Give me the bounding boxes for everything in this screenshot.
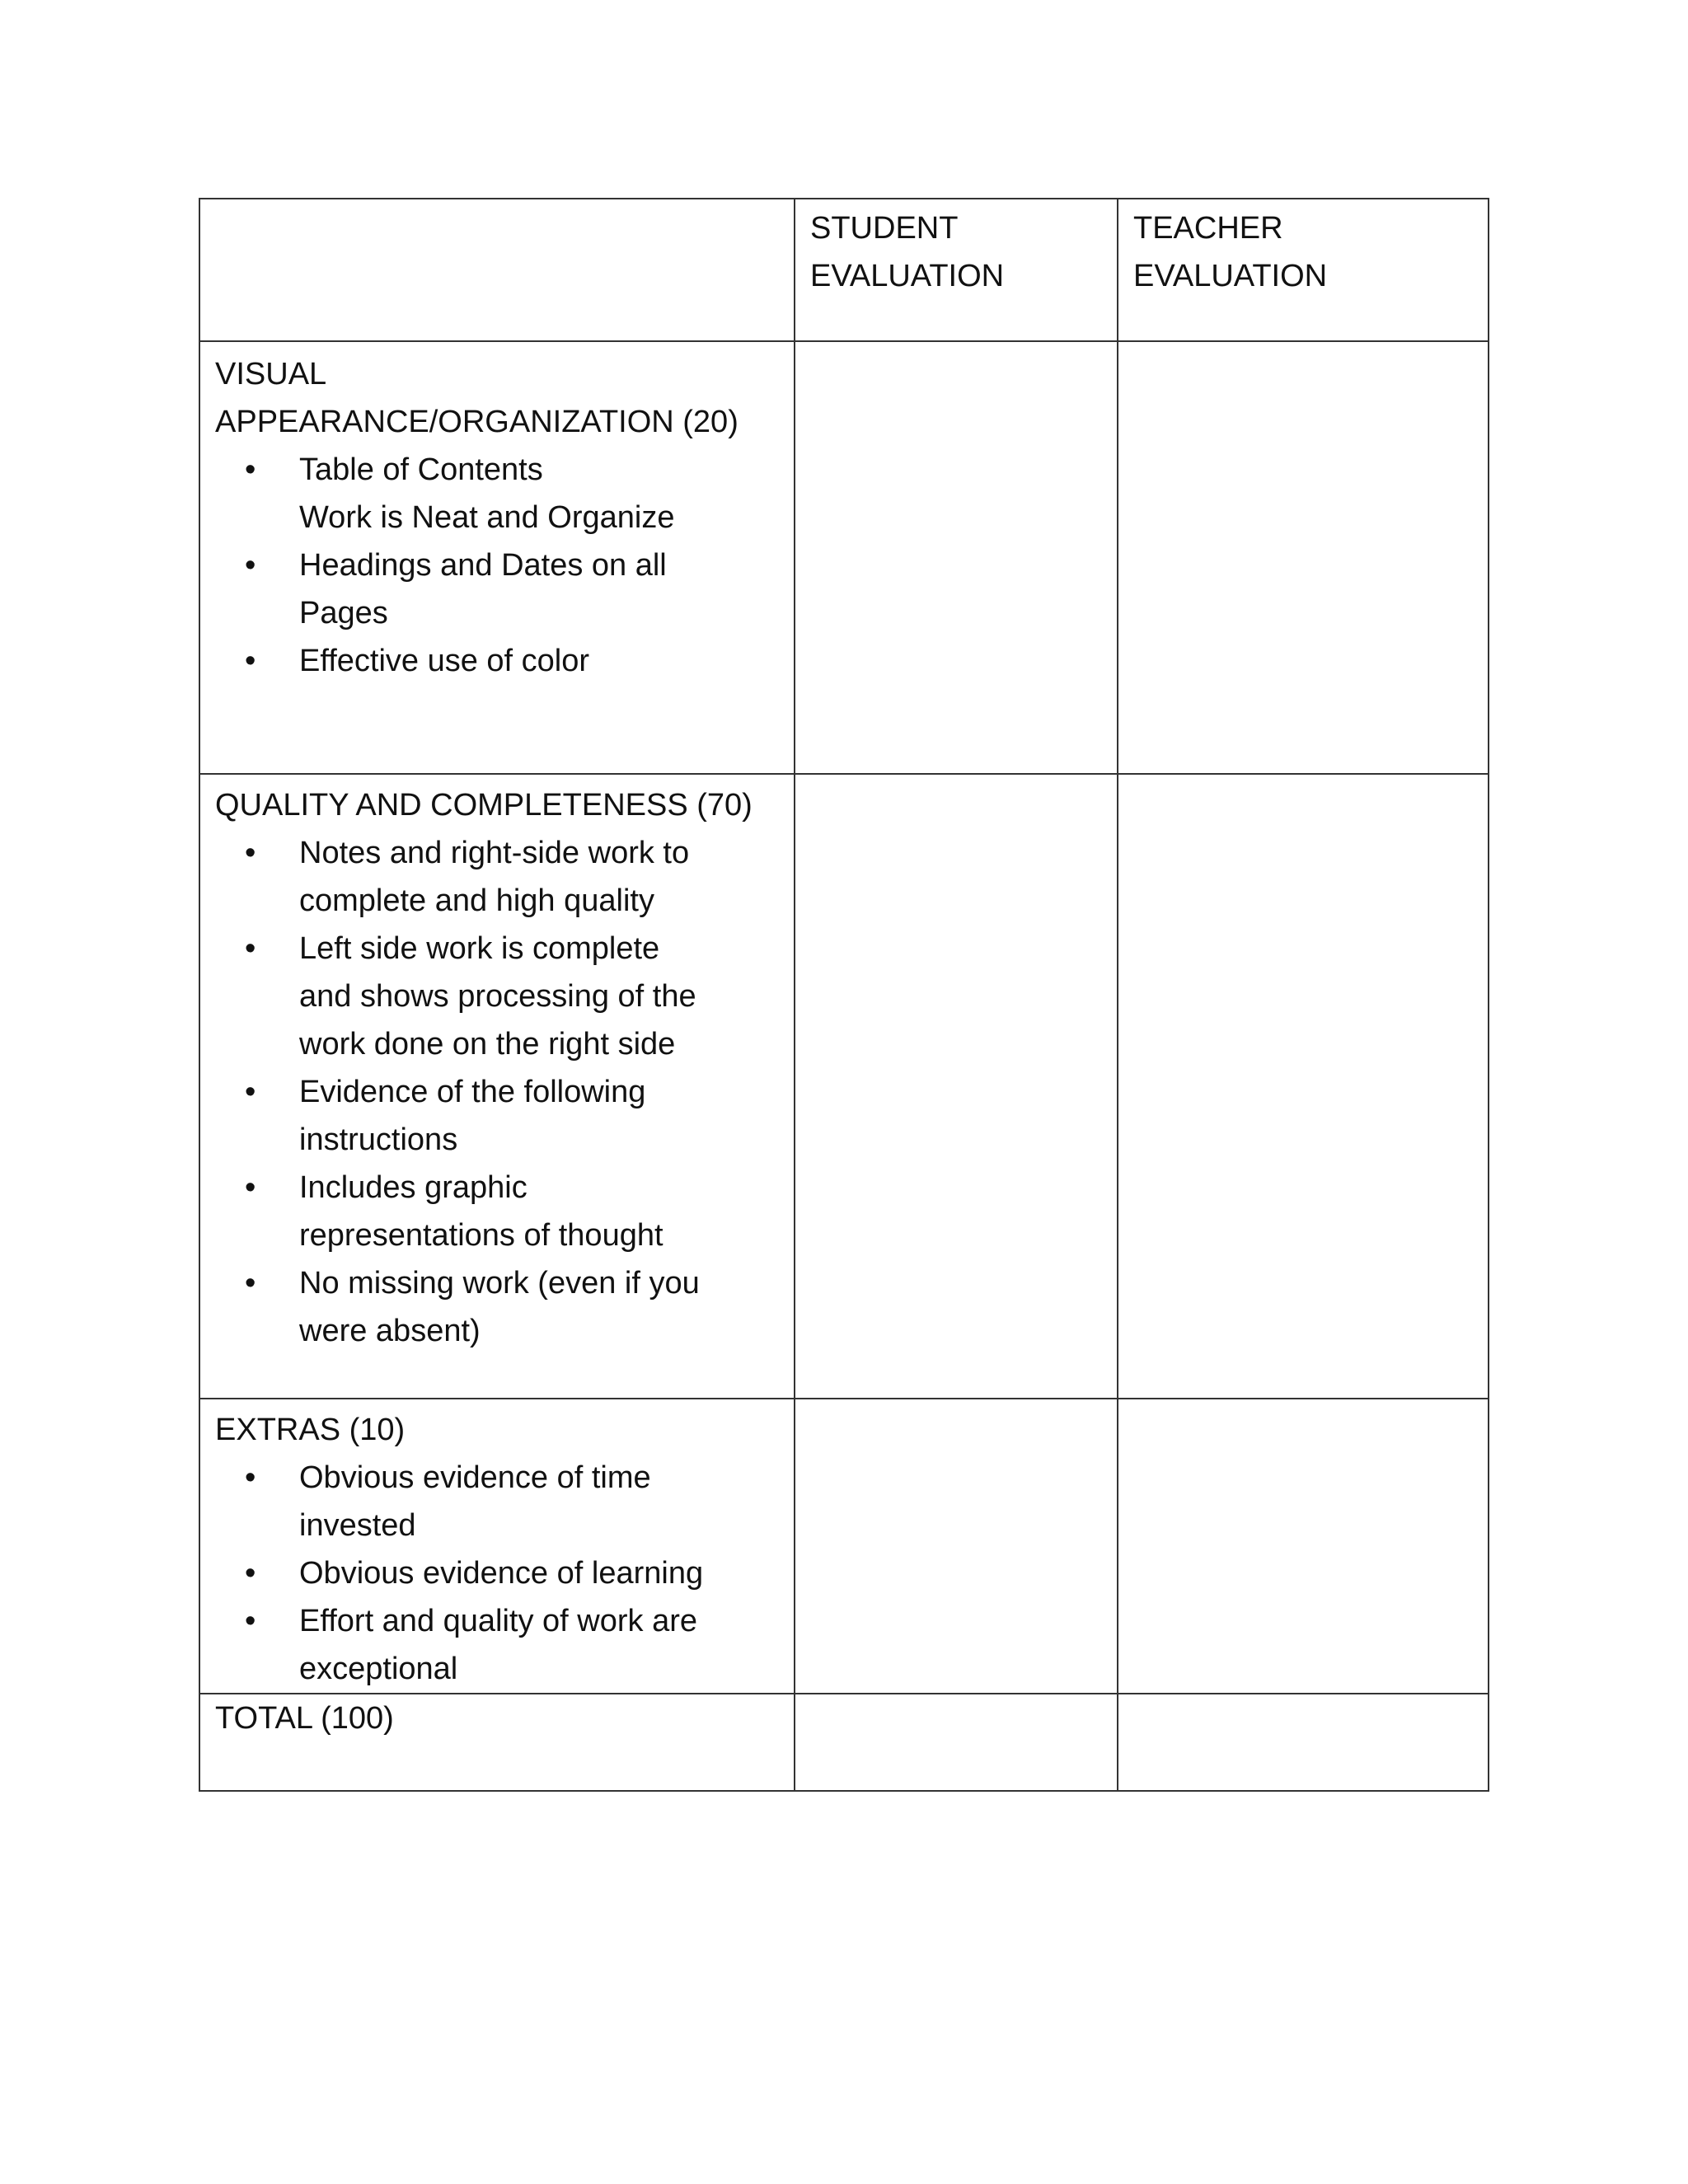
bullet-icon: •: [245, 644, 256, 678]
extras-criteria: [199, 1399, 795, 1694]
criteria-item: [245, 541, 779, 637]
section-title-line: TOTAL (100): [215, 1701, 394, 1736]
criteria-item-text: Effort and quality of work are: [299, 1604, 697, 1638]
criteria-item-text: Headings and Dates on all: [299, 548, 667, 583]
total-criteria: [199, 1694, 795, 1791]
criteria-item-text: Left side work is complete: [299, 931, 660, 966]
header-student-line-1: STUDENT: [810, 211, 959, 246]
section-title-line: VISUAL: [215, 357, 327, 391]
bullet-icon: •: [245, 1556, 256, 1591]
header-row: [199, 199, 1489, 341]
criteria-item-text: Obvious evidence of time: [299, 1460, 651, 1495]
criteria-item-text: Obvious evidence of learning: [299, 1556, 704, 1591]
student-evaluation-cell-total[interactable]: [795, 1694, 1118, 1791]
criteria-item: [245, 446, 779, 494]
bullet-icon: •: [245, 1266, 256, 1301]
evaluation-rubric-table: [199, 198, 1489, 1792]
criteria-item-text: Table of Contents: [299, 452, 543, 487]
criteria-item-text: Includes graphic: [299, 1170, 528, 1205]
criteria-item-text: No missing work (even if you: [299, 1266, 700, 1301]
criteria-item: [245, 1068, 779, 1164]
criteria-item: [245, 1164, 779, 1259]
section-title-line: EXTRAS (10): [215, 1413, 406, 1447]
section-title-line: APPEARANCE/ORGANIZATION (20): [215, 405, 738, 439]
criteria-item-text: invested: [299, 1508, 416, 1543]
criteria-item-text: Evidence of the following: [299, 1075, 646, 1109]
criteria-item: [245, 637, 779, 685]
bullet-icon: •: [245, 1460, 256, 1495]
criteria-item-text: Pages: [299, 596, 388, 630]
teacher-evaluation-cell-quality[interactable]: [1118, 774, 1489, 1399]
criteria-list: [215, 446, 779, 685]
section-title-line: QUALITY AND COMPLETENESS (70): [215, 788, 753, 823]
criteria-item: [299, 494, 779, 541]
teacher-evaluation-cell-total[interactable]: [1118, 1694, 1489, 1791]
header-criteria-cell: [199, 199, 795, 341]
criteria-item-text: Work is Neat and Organize: [299, 500, 675, 535]
criteria-list: [215, 829, 779, 1355]
criteria-item-text: work done on the right side: [299, 1027, 676, 1062]
criteria-item-text: Effective use of color: [299, 644, 590, 678]
bullet-icon: •: [245, 548, 256, 583]
criteria-item-text: representations of thought: [299, 1218, 663, 1253]
criteria-item: [245, 1259, 779, 1355]
student-evaluation-cell-extras[interactable]: [795, 1399, 1118, 1694]
bullet-icon: •: [245, 1075, 256, 1109]
criteria-item-text: Notes and right-side work to: [299, 836, 690, 870]
teacher-evaluation-cell-visual[interactable]: [1118, 341, 1489, 774]
visual-appearance-row: [199, 341, 1489, 774]
bullet-icon: •: [245, 1604, 256, 1638]
criteria-item: [245, 1597, 779, 1693]
header-teacher-evaluation: [1118, 199, 1489, 341]
header-student-evaluation: [795, 199, 1118, 341]
criteria-item-text: complete and high quality: [299, 883, 654, 918]
student-evaluation-cell-quality[interactable]: [795, 774, 1118, 1399]
visual-appearance-criteria: [199, 341, 795, 774]
extras-row: [199, 1399, 1489, 1694]
student-evaluation-cell-visual[interactable]: [795, 341, 1118, 774]
bullet-icon: •: [245, 836, 256, 870]
header-teacher-line-1: TEACHER: [1133, 211, 1283, 246]
header-student-line-2: EVALUATION: [810, 259, 1005, 293]
bullet-icon: •: [245, 1170, 256, 1205]
criteria-item-text: were absent): [299, 1314, 481, 1348]
header-teacher-line-2: EVALUATION: [1133, 259, 1328, 293]
criteria-item: [245, 1454, 779, 1549]
criteria-item-text: instructions: [299, 1122, 458, 1157]
quality-completeness-row: [199, 774, 1489, 1399]
bullet-icon: •: [245, 931, 256, 966]
quality-completeness-criteria: [199, 774, 795, 1399]
criteria-item: [245, 1549, 779, 1597]
criteria-list: [215, 1454, 779, 1693]
criteria-item-text: exceptional: [299, 1652, 458, 1686]
total-row: [199, 1694, 1489, 1791]
bullet-icon: •: [245, 452, 256, 487]
criteria-item: [245, 829, 779, 925]
criteria-item-text: and shows processing of the: [299, 979, 696, 1014]
teacher-evaluation-cell-extras[interactable]: [1118, 1399, 1489, 1694]
criteria-item: [245, 925, 779, 1068]
